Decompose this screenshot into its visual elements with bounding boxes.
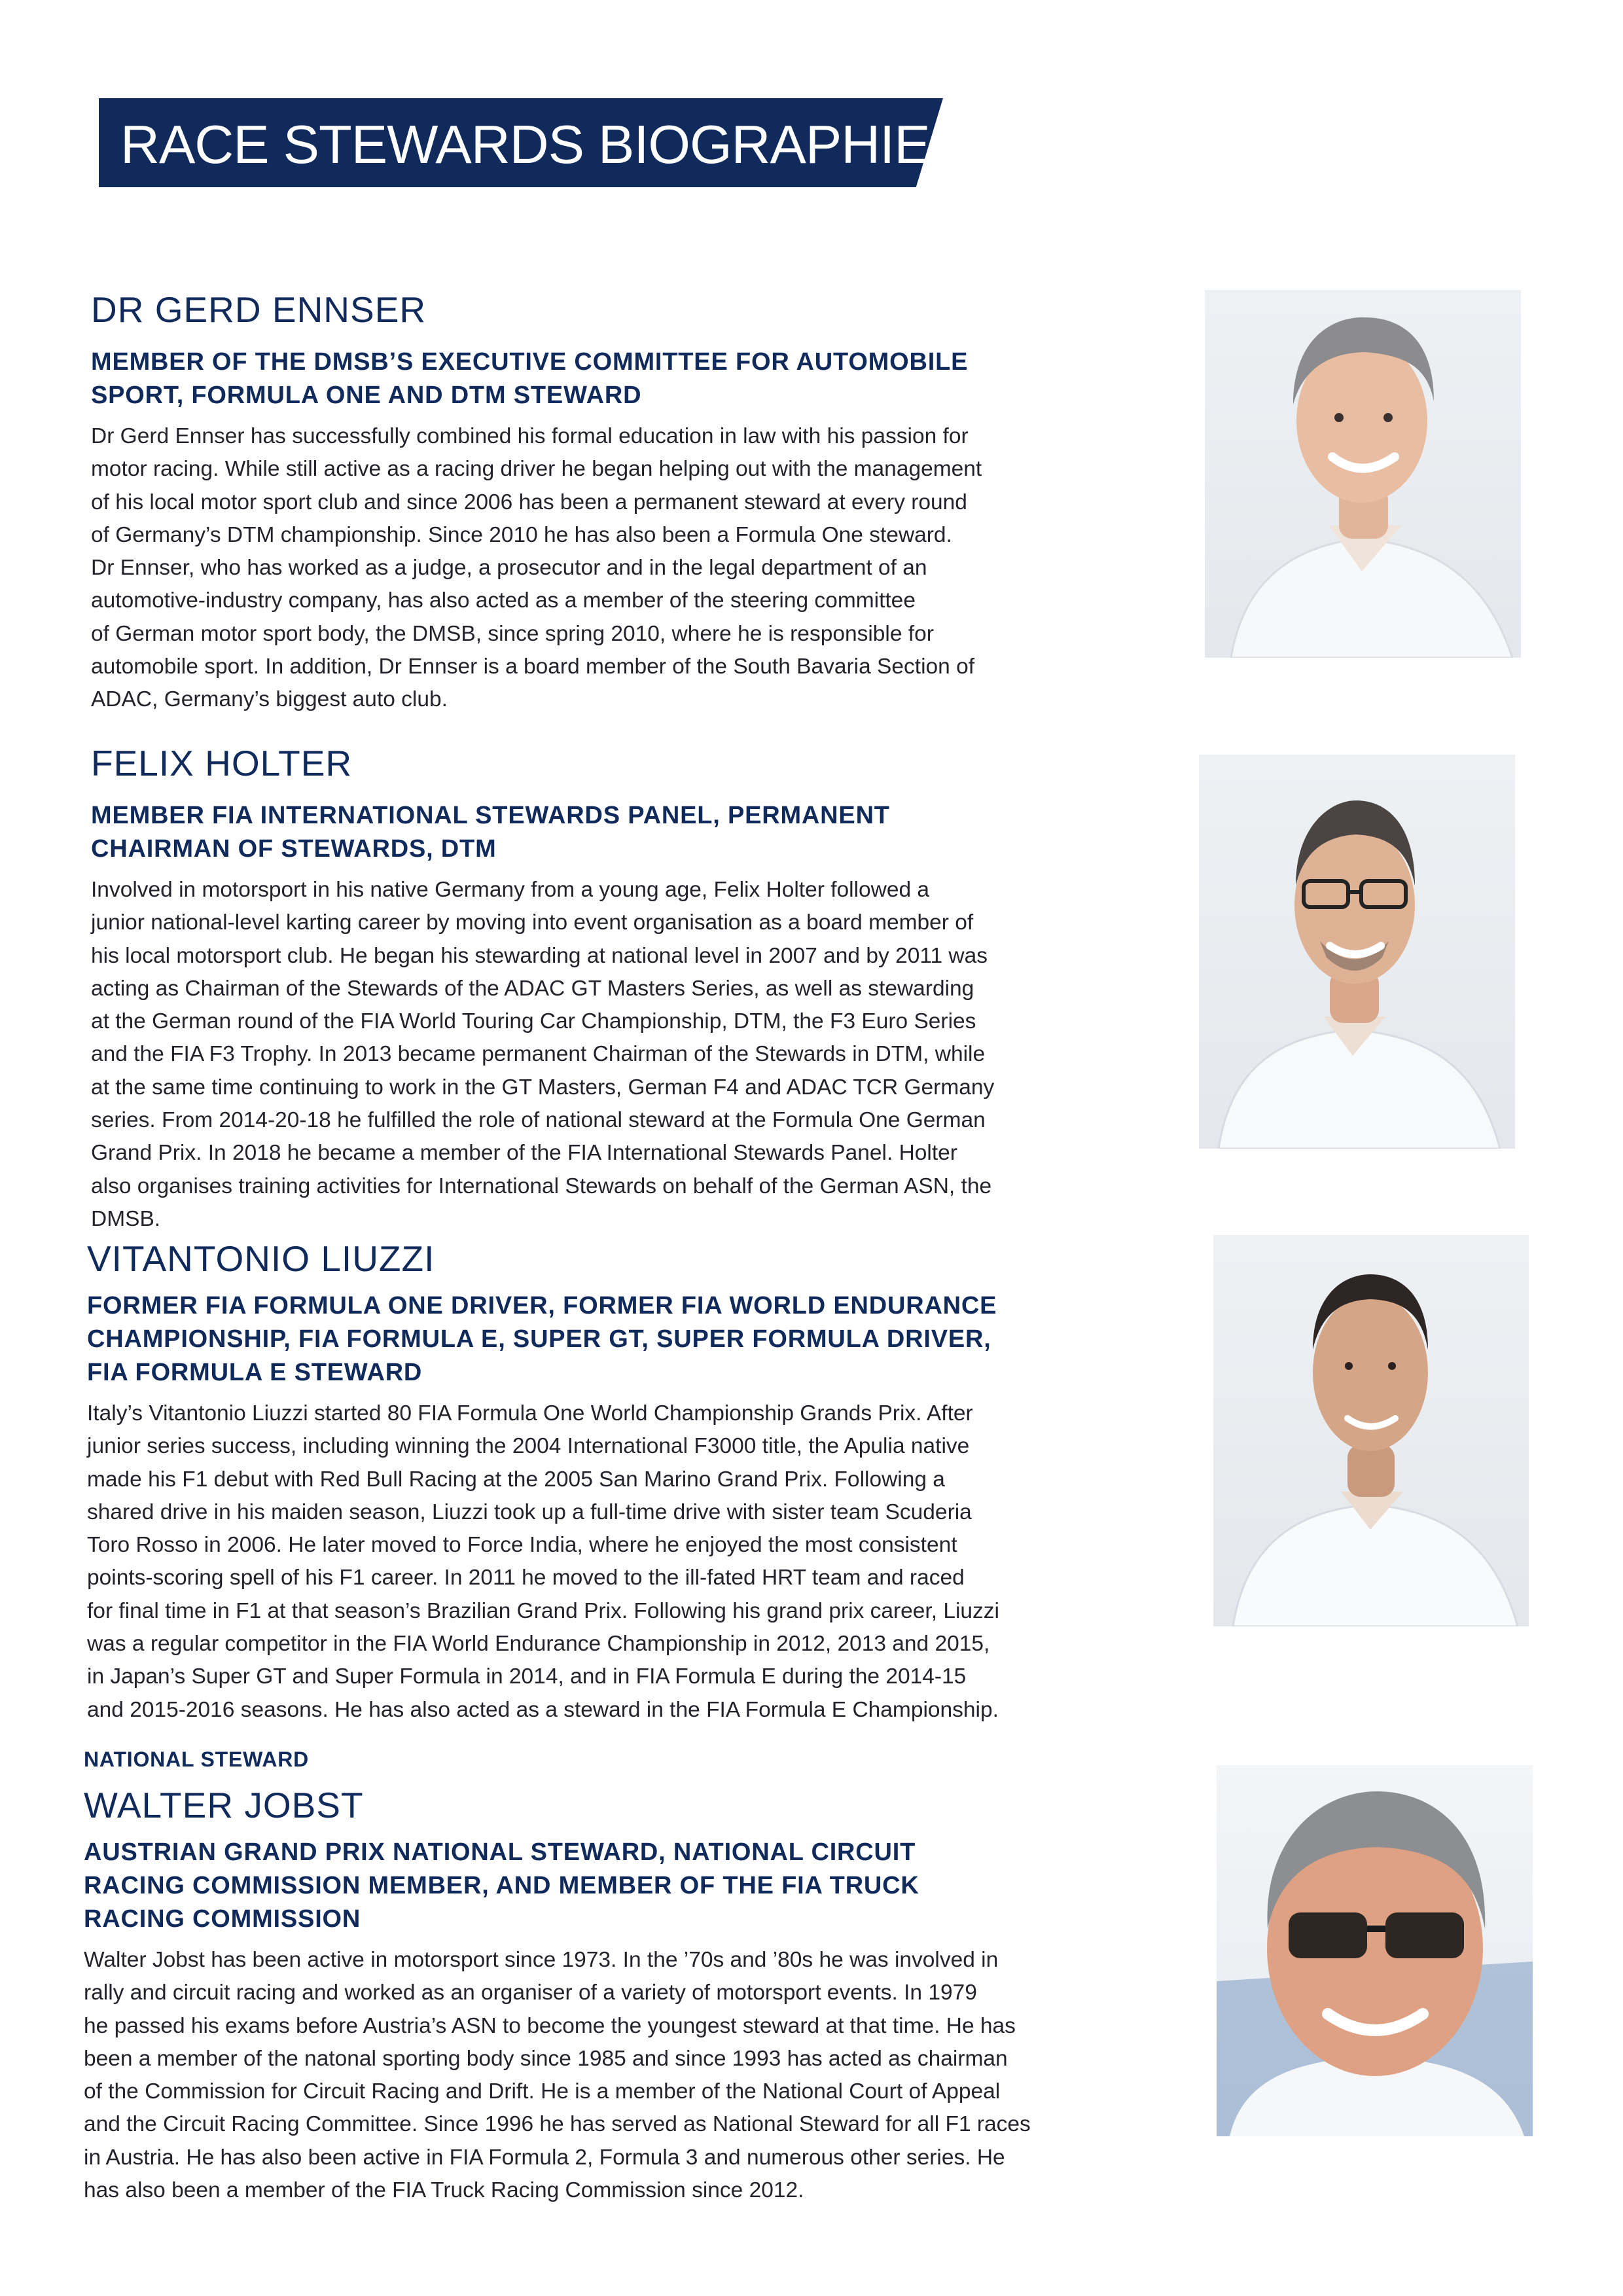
steward-bio: Walter Jobst has been active in motorsport since 1973. In the ’70s and ’80s he was involved in rally and circuit racing and worked as an organiser of a variety of motorsport events. In 1979 he passed his exams before Austria’s ASN to become the youngest steward at that time. He has been a member of the natonal sporting body since 1985 and since 1993 has acted as chairman of the Commission for Circuit Racing and Drift. He is a member of the National Court of Appeal and the Circuit Racing Committee. Since 1996 he has served as National Steward for all F1 races in Austria. He has also been active in FIA Formula 2, Formula 3 and numerous other series. He has also been a member of the FIA Truck Racing Commission since 2012. — [84, 1948, 1031, 2203]
steward-role: MEMBER OF THE DMSB’S EXECUTIVE COMMITTEE FOR AUTOMOBILE SPORT, FORMULA ONE AND DTM STEWARD — [91, 348, 969, 409]
steward-bio: Dr Gerd Ennser has successfully combined his formal education in law with his passion for motor racing. While still active as a racing driver he began helping out with the management of his local motor sport club and since 2006 has been a permanent steward at every round of Germany’s DTM championship. Since 2010 he has also been a Formula One steward. Dr Ennser, who has worked as a judge, a prosecutor and in the legal department of an automotive-industry company, has also acted as a member of the steering committee of German motor sport body, the DMSB, since spring 2010, where he is responsible for automobile sport. In addition, Dr Ennser is a board member of the South Bavaria Section of ADAC, Germany’s biggest auto club. — [91, 424, 982, 712]
steward-name: FELIX HOLTER — [91, 743, 353, 783]
steward-role: AUSTRIAN GRAND PRIX NATIONAL STEWARD, NATIONAL CIRCUIT RACING COMMISSION MEMBER, AND MEMBER OF THE FIA TRUCK RACING COMMISSION — [84, 1839, 919, 1933]
steward-holter — [91, 742, 1086, 1236]
steward-jobst — [84, 1784, 1079, 2207]
steward-ennser — [91, 288, 1086, 717]
steward-role: FORMER FIA FORMULA ONE DRIVER, FORMER FIA WORLD ENDURANCE CHAMPIONSHIP, FIA FORMULA E, SUPER GT, SUPER FORMULA DRIVER, FIA FORMULA E STEWARD — [87, 1292, 997, 1386]
portrait-liuzzi — [1213, 1235, 1529, 1626]
steward-liuzzi — [87, 1237, 1082, 1727]
steward-name: WALTER JOBST — [84, 1785, 364, 1825]
steward-bio: Italy’s Vitantonio Liuzzi started 80 FIA Formula One World Championship Grands Prix. After junior series success, including winning the 2004 International F3000 title, the Apulia native made his F1 debut with Red Bull Racing at the 2005 San Marino Grand Prix. Following a shared drive in his maiden season, Liuzzi took up a full-time drive with sister team Scuderia Toro Rosso in 2006. He later moved to Force India, where he enjoyed the most consistent points-scoring spell of his F1 career. In 2011 he moved to the ill-fated HRT team and raced for final time in F1 at that season’s Brazilian Grand Prix. Following his grand prix career, Liuzzi was a regular competitor in the FIA World Endurance Championship in 2012, 2013 and 2015, in Japan’s Super GT and Super Formula in 2014, and in FIA Formula E during the 2014-15 and 2015-2016 seasons. He has also acted as a steward in the FIA Formula E Championship. — [87, 1401, 999, 1722]
page-title: RACE STEWARDS BIOGRAPHIES — [120, 114, 965, 175]
portrait-ennser — [1205, 290, 1521, 658]
steward-name: VITANTONIO LIUZZI — [87, 1238, 435, 1279]
portrait-jobst — [1217, 1765, 1533, 2136]
section-label-national-steward: NATIONAL STEWARD — [84, 1748, 310, 1771]
steward-role: MEMBER FIA INTERNATIONAL STEWARDS PANEL, PERMANENT CHAIRMAN OF STEWARDS, DTM — [91, 802, 890, 863]
steward-bio: Involved in motorsport in his native Germany from a young age, Felix Holter followed a junior national-level karting career by moving into event organisation as a board member of his local motorsport club. He began his stewarding at national level in 2007 and by 2011 was acting as Chairman of the Stewards of the ADAC GT Masters Series, as well as stewarding at the German round of the FIA World Touring Car Championship, DTM, the F3 Euro Series and the FIA F3 Trophy. In 2013 became permanent Chairman of the Stewards in DTM, while at the same time continuing to work in the GT Masters, German F4 and ADAC TCR Germany series. From 2014-20-18 he fulfilled the role of national steward at the Formula One German Grand Prix. In 2018 he became a member of the FIA International Stewards Panel. Holter also organises training activities for International Stewards on behalf of the German ASN, the DMSB. — [91, 878, 995, 1231]
portrait-holter — [1199, 755, 1515, 1149]
steward-name: DR GERD ENNSER — [91, 289, 427, 330]
